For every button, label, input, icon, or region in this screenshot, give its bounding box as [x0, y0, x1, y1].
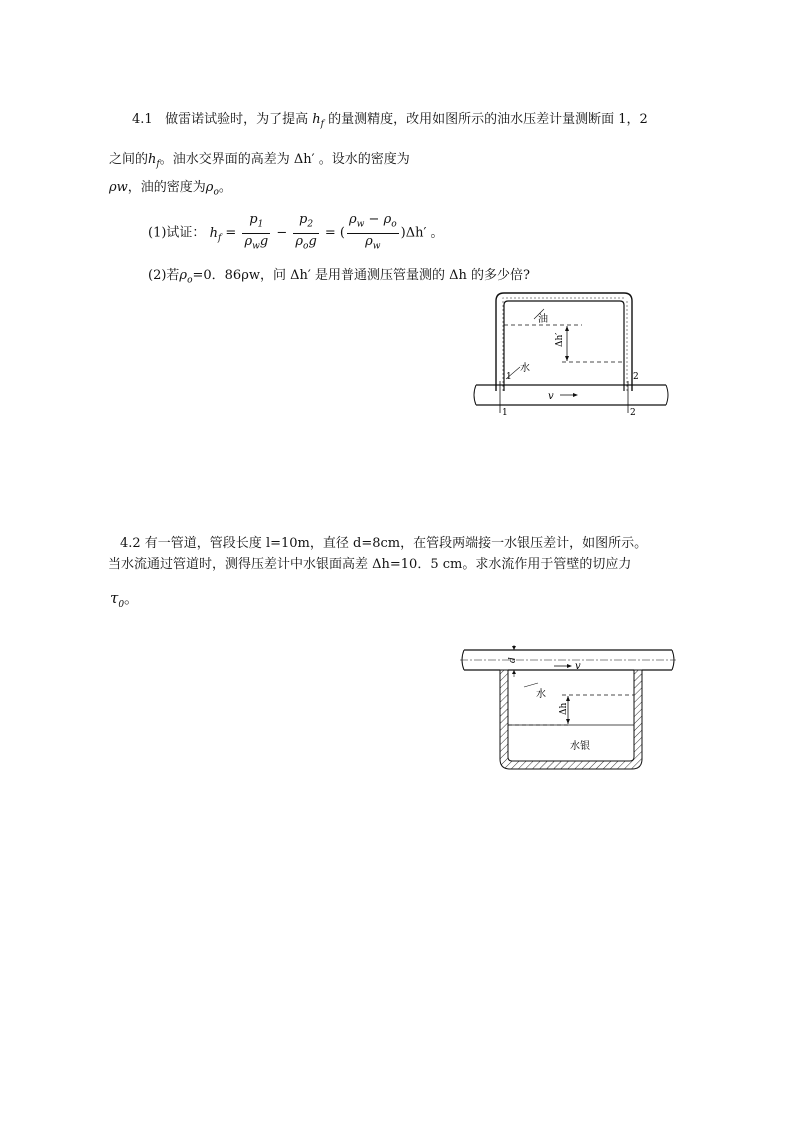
p1-part2-a: (2)若 [148, 268, 180, 283]
p1-part1-label: (1)试证： [148, 225, 206, 241]
u2-wall [500, 670, 642, 769]
p2-tau-end: 。 [124, 589, 140, 607]
fig2-water-label: 水 [536, 689, 546, 700]
eq-lhs: $h_f$ [209, 225, 222, 244]
p1-line3-end: 。 [218, 180, 232, 195]
p1-hf-symbol: $h_f$ [312, 112, 324, 130]
fig1-oil-label: 油 [538, 314, 548, 325]
fig2-d-label: d [508, 657, 518, 663]
p1-line1 [132, 112, 648, 133]
eq-equals-2: = ( [324, 225, 346, 241]
fig1-dh-label: Δh′ [555, 332, 565, 347]
p1-rho-w: ρw [109, 180, 128, 195]
fig1-water-label: 水 [520, 363, 530, 374]
p1-line3 [109, 180, 232, 201]
fig1-section-2: 2 [630, 408, 636, 418]
figure-oil-water-manometer [470, 285, 670, 425]
p1-line3-b: ，油的密度为 [127, 180, 206, 195]
p2-line1-text: 4.2 有一管道，管段长度 l=10m，直径 d=8cm，在管段两端接一水银压差计，如图所示。 [120, 536, 648, 551]
p1-part2-rho: $\rho_o$ [179, 268, 193, 286]
p1-line2 [109, 152, 410, 173]
p1-equation [148, 212, 444, 252]
p1-part2-b: =0．86ρw，问 Δh′ 是用普通测压管量测的 Δh 的多少倍? [192, 268, 530, 283]
eq-equals-1: = [225, 225, 237, 241]
p2-line3 [110, 590, 139, 613]
p2-line1 [120, 536, 647, 552]
p1-rho-o: $\rho_o$ [205, 180, 219, 198]
fig2-mercury-label: 水银 [570, 741, 590, 752]
fig2-dh-label: Δh [559, 702, 569, 715]
eq-fraction-1: $\frac{p_1}{\rho_wg}$ [244, 212, 269, 252]
fig1-v-label: v [548, 391, 554, 402]
p1-line1-end: 的量测精度，改用如图所示的油水压差计量测断面 1，2 [328, 112, 648, 127]
p1-line1-text: 做雷诺试验时，为了提高 [165, 112, 309, 127]
p1-hf-symbol-2: $h_f$ [148, 152, 160, 170]
eq-minus: − [276, 225, 288, 241]
p2-tau: $\tau_0$ [110, 589, 125, 610]
p1-line2-a: 之间的 [109, 152, 149, 167]
eq-fraction-2: $\frac{p_2}{\rho_og}$ [295, 212, 317, 252]
fig1-tap-1: 1 [506, 372, 512, 382]
eq-fraction-3: $\frac{\rho_w - \rho_o}{\rho_w}$ [349, 212, 397, 252]
p2-line2-text: 当水流通过管道时，测得压差计中水银面高差 Δh=10．5 cm。求水流作用于管壁的切应力 [108, 557, 632, 572]
fig1-tap-2: 2 [633, 372, 639, 382]
p1-line2-b: 。油水交界面的高差为 Δh′ 。设水的密度为 [159, 152, 410, 167]
figure-mercury-manometer [458, 645, 678, 775]
p1-number: 4.1 [132, 112, 153, 127]
p2-line2 [108, 557, 631, 573]
fig2-v-label: v [575, 661, 581, 672]
fig1-section-1: 1 [502, 408, 508, 418]
eq-tail: )Δh′ 。 [400, 225, 444, 241]
